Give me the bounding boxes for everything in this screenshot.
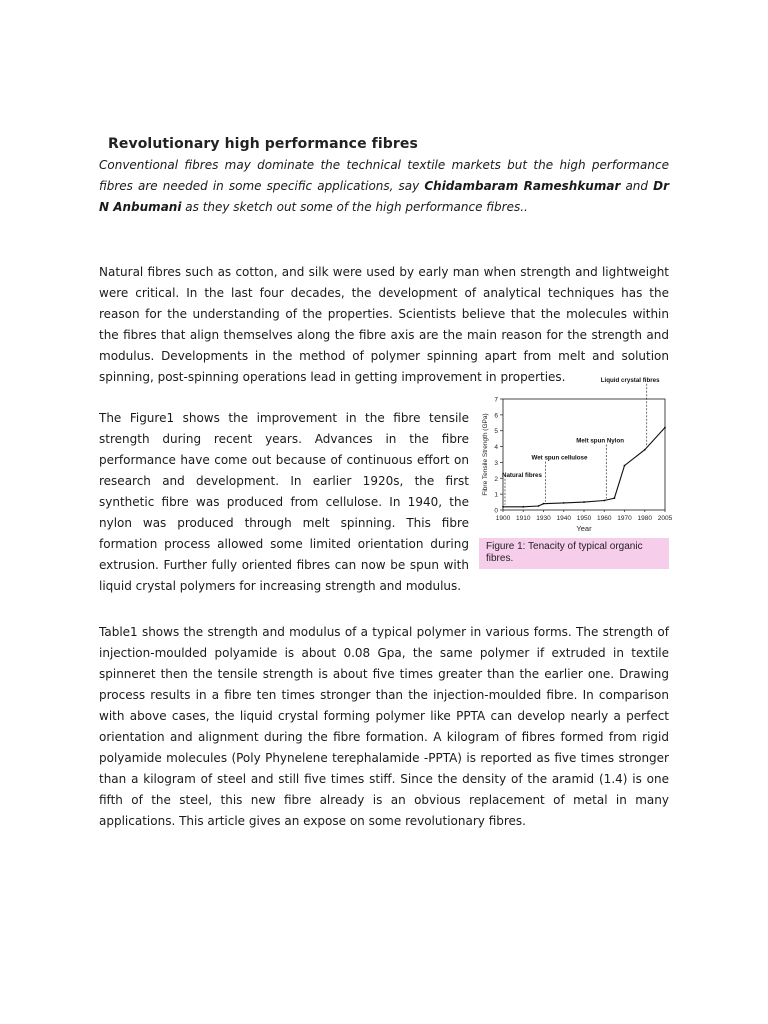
y-tick-label: 0 xyxy=(494,507,498,515)
x-tick-label: 1970 xyxy=(617,515,632,522)
y-tick-label: 3 xyxy=(494,459,498,467)
data-point xyxy=(522,506,524,508)
x-axis-label: Year xyxy=(576,524,592,533)
y-tick-label: 4 xyxy=(494,444,498,452)
data-point xyxy=(583,501,585,503)
y-tick-label: 5 xyxy=(494,428,498,436)
x-tick-label: 1900 xyxy=(495,515,511,522)
y-tick-label: 7 xyxy=(494,396,498,404)
y-tick-label: 1 xyxy=(494,491,498,499)
annotation-label: Natural fibres xyxy=(502,471,542,479)
y-axis-label: Fibre Tensile Strength (GPa) xyxy=(482,413,489,496)
data-point xyxy=(502,506,504,508)
x-tick-label: 2005 xyxy=(657,515,673,522)
x-tick-label: 1960 xyxy=(597,515,612,522)
standfirst-text-2: as they sketch out some of the high performance fibres.. xyxy=(181,200,528,214)
annotation-label: Liquid crystal fibres xyxy=(600,376,660,384)
annotation-label: Melt spun Nylon xyxy=(576,437,625,445)
data-point xyxy=(624,465,626,467)
x-tick-label: 1950 xyxy=(576,515,592,522)
body-paragraph-1: Natural fibres such as cotton, and silk were used by early man when strength and lightweight were critical. In the last four decades, the development of analytical techniques has the reason for the understanding of the properties. Scientists believe that the molecules within the fibres that align themselves along the fibre axis are the main reason for the strength and modulus. Developments in the method of polymer spinning apart from melt and solution spinning, post-spinning operations lead in getting improvement in properties. xyxy=(99,265,669,384)
y-tick-label: 6 xyxy=(494,412,498,420)
data-point xyxy=(603,500,605,502)
data-point xyxy=(563,502,565,504)
author-name-2: Dr N Anbumani xyxy=(99,179,669,214)
figure-caption: Figure 1: Tenacity of typical organic fibres. xyxy=(479,538,669,569)
article-standfirst xyxy=(99,155,669,218)
x-tick-label: 1980 xyxy=(637,515,652,522)
data-point xyxy=(543,503,545,505)
tensile-strength-chart xyxy=(478,376,673,539)
x-tick-label: 1930 xyxy=(536,515,551,522)
article-title: Revolutionary high performance fibres xyxy=(108,136,418,152)
x-tick-label: 1910 xyxy=(516,515,531,522)
data-point xyxy=(644,449,646,451)
standfirst-text-1: Conventional fibres may dominate the technical textile markets but the high performance fibres are needed in some specific applications, say xyxy=(99,158,669,193)
data-point xyxy=(538,505,540,507)
data-point xyxy=(613,497,615,499)
body-paragraph-2: The Figure1 shows the improvement in the fibre tensile strength during recent years. Advances in the fibre performance have come out because of continuous effort on research and development. In earlier 1920s, the first synthetic fibre was produced from cellulose. In 1940, the nylon was produced through melt spinning. This fibre formation process allowed some limited orientation during extrusion. Further fully oriented fibres can now be spun with liquid crystal polymers for increasing strength and modulus. xyxy=(99,411,469,593)
y-tick-label: 2 xyxy=(494,475,498,483)
standfirst-and: and xyxy=(620,179,654,193)
x-tick-label: 1940 xyxy=(556,515,571,522)
body-paragraph-3: Table1 shows the strength and modulus of a typical polymer in various forms. The strength of injection-moulded polyamide is about 0.08 Gpa, the same polymer if extruded in textile spinneret then the tensile strength is about five times greater than the earlier one. Drawing process results in a fibre ten times stronger than the injection-moulded fibre. In comparison with above cases, the liquid crystal forming polymer like PPTA can develop nearly a perfect orientation and alignment during the fibre formation. A kilogram of fibres formed from rigid polyamide molecules (Poly Phynelene terephalamide -PPTA) is reported as five times stronger than a kilogram of steel and still five times stiff. Since the density of the aramid (1.4) is one fifth of the steel, this new fibre already is an obvious replacement of metal in many applications. This article gives an expose on some revolutionary fibres. xyxy=(99,625,669,828)
annotation-label: Wet spun cellulose xyxy=(531,454,588,462)
author-name-1: Chidambaram Rameshkumar xyxy=(424,179,621,193)
data-point xyxy=(664,427,666,429)
